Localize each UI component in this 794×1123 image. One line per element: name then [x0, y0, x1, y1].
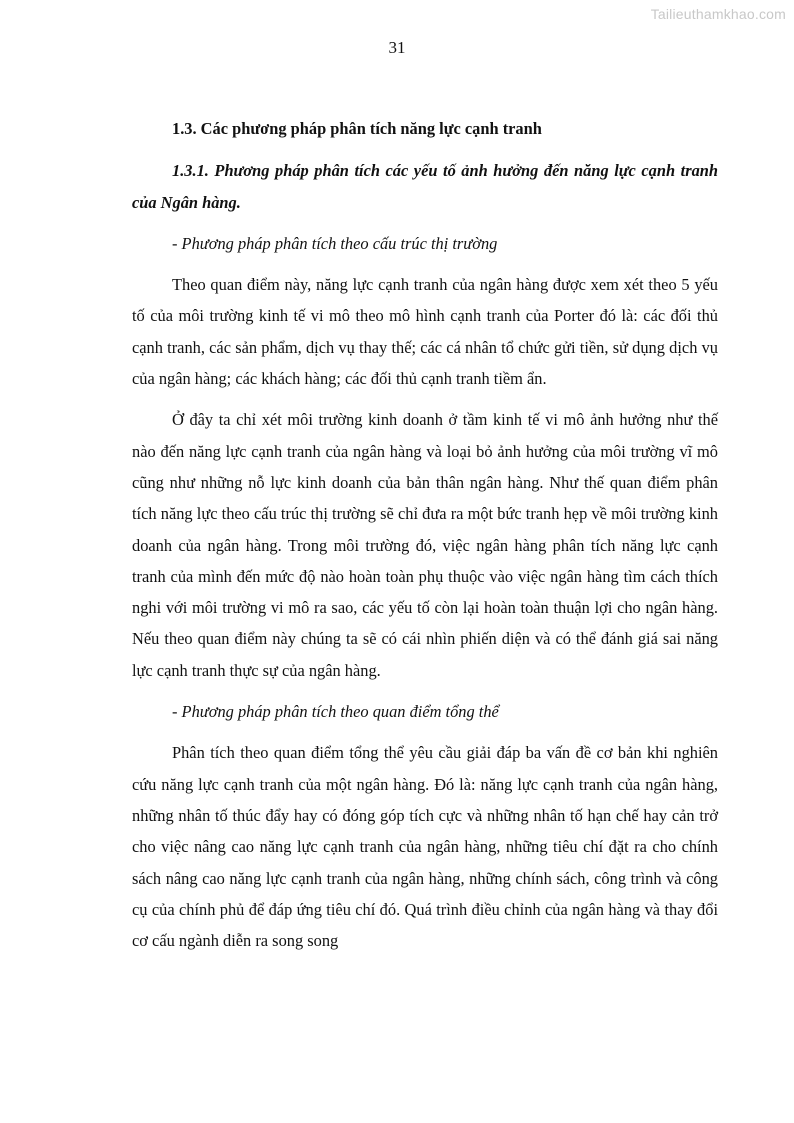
paragraph: Phân tích theo quan điểm tổng thể yêu cầu giải đáp ba vấn đề cơ bản khi nghiên cứu năng lực cạnh tranh của một ngân hàng. Đó là: năng lực cạnh tranh của ngân hàng, những nhân tố thúc đẩy hay có đóng góp tích cực và những nhân tố hạn chế hay cản trở cho việc nâng cao năng lực cạnh tranh của ngân hàng, những tiêu chí đặt ra cho chính sách nâng cao năng lực cạnh tranh của ngân hàng, những chính sách, công trình và công cụ của chính phủ để đáp ứng tiêu chí đó. Quá trình điều chỉnh của ngân hàng và thay đổi cơ cấu ngành diễn ra song song — [132, 743, 718, 951]
watermark: Tailieuthamkhao.com — [650, 6, 786, 22]
paragraph: Ở đây ta chỉ xét môi trường kinh doanh ở tầm kinh tế vi mô ảnh hưởng như thế nào đến năng lực cạnh tranh của ngân hàng và loại bỏ ảnh hưởng của môi trường vĩ mô cũng như những nỗ lực kinh doanh của bản thân ngân hàng. Như thế quan điểm phân tích năng lực theo cấu trúc thị trường sẽ chỉ đưa ra một bức tranh hẹp về môi trường kinh doanh của ngân hàng. Trong môi trường đó, việc ngân hàng phân tích năng lực cạnh tranh của mình đến mức độ nào hoàn toàn phụ thuộc vào việc ngân hàng tìm cách thích nghi với môi trường vi mô ra sao, các yếu tố còn lại hoàn toàn thuận lợi cho ngân hàng. Nếu theo quan điểm này chúng ta sẽ có cái nhìn phiến diện và có thể đánh giá sai năng lực cạnh tranh thực sự của ngân hàng. — [132, 410, 718, 680]
page-number: 31 — [388, 38, 406, 57]
method-heading-overall-view: - Phương pháp phân tích theo quan điểm tổng thể — [172, 702, 499, 722]
document-body — [132, 113, 718, 966]
method-heading-market-structure: - Phương pháp phân tích theo cấu trúc thị trường — [172, 233, 498, 253]
subsection-heading: 1.3.1. Phương pháp phân tích các yếu tố ảnh hưởng đến năng lực cạnh tranh của Ngân hàng. — [132, 161, 718, 212]
paragraph: Theo quan điểm này, năng lực cạnh tranh của ngân hàng được xem xét theo 5 yếu tố của môi trường kinh tế vi mô theo mô hình cạnh tranh của Porter đó là: các đối thủ cạnh tranh, các sản phẩm, dịch vụ thay thế; các cá nhân tổ chức gửi tiền, sử dụng dịch vụ của ngân hàng; các khách hàng; các đối thủ cạnh tranh tiềm ẩn. — [132, 275, 718, 389]
section-heading: 1.3. Các phương pháp phân tích năng lực cạnh tranh — [172, 119, 542, 138]
